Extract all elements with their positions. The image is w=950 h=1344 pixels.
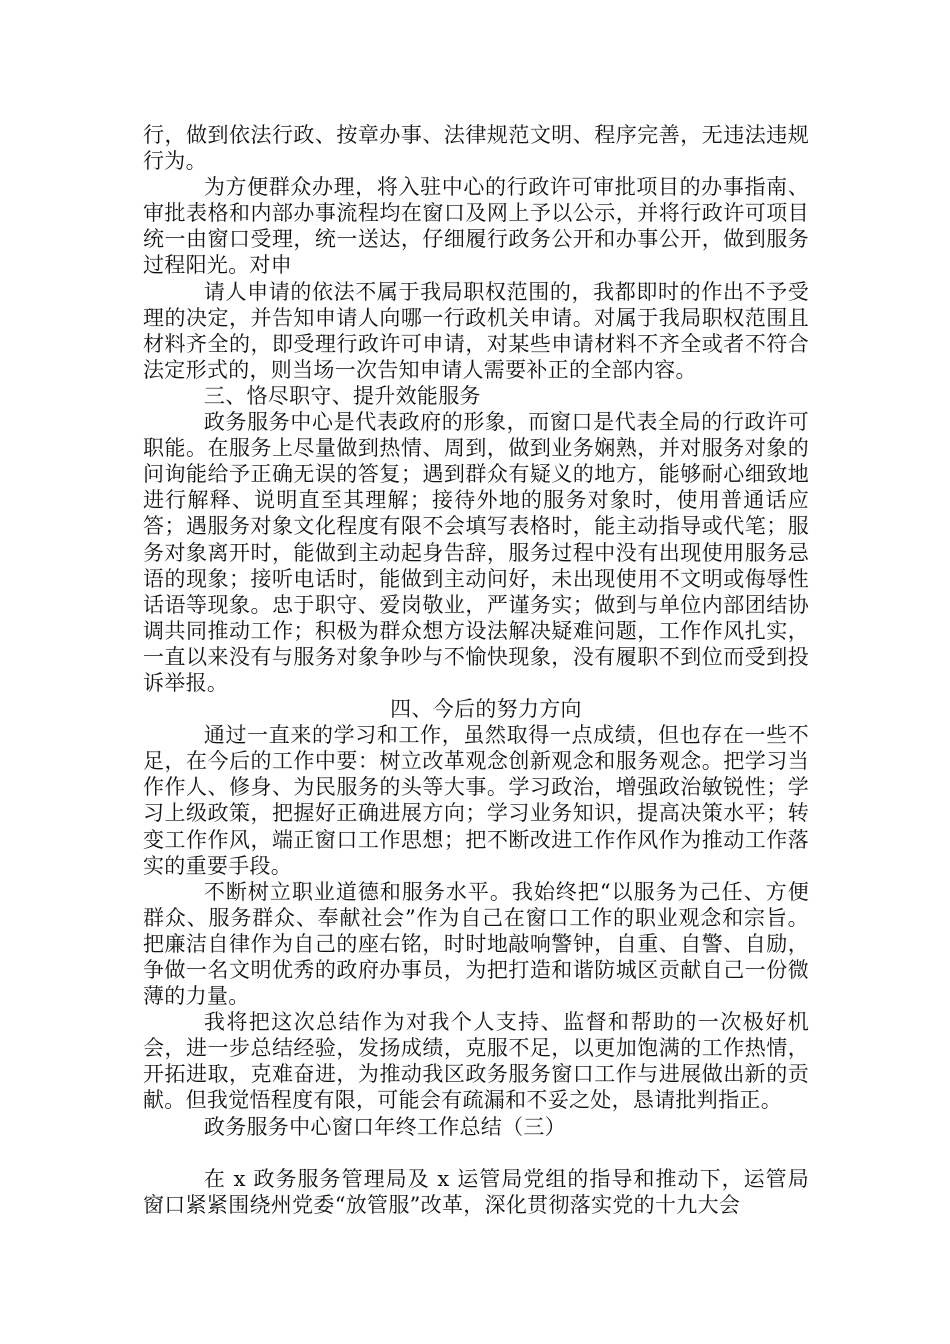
section-heading-3: 三、恪尽职守、提升效能服务 <box>203 383 481 408</box>
document-body <box>143 122 809 1218</box>
paragraph-4: 政务服务中心是代表政府的形象，而窗口是代表全局的行政许可职能。在服务上尽量做到热情、周到，做到业务娴熟，并对服务对象的问询能给予正确无误的答复；遇到群众有疑义的地方，能够耐心细致地进行解释、说明直至其理解；接待外地的服务对象时，使用普通话应答；遇服务对象文化程度有限不会填写表格时，能主动指导或代笔；服务对象离开时，能做到主动起身告辞，服务过程中没有出现使用服务忌语的现象；接听电话时，能做到主动问好，未出现使用不文明或侮辱性话语等现象。忠于职守、爱岗敬业，严谨务实；做到与单位内部团结协调共同推动工作；积极为群众想方设法解决疑难问题，工作作风扎实，一直以来没有与服务对象争吵与不愉快现象，没有履职不到位而受到投诉举报。 <box>143 410 809 695</box>
paragraph-7: 我将把这次总结作为对我个人支持、监督和帮助的一次极好机会，进一步总结经验，发扬成绩，克服不足，以更加饱满的工作热情，开拓进取，克难奋进，为推动我区政务服务窗口工作与进展做出新的贡献。但我觉悟程度有限，可能会有疏漏和不妥之处，恳请批判指正。 <box>143 1010 809 1113</box>
document-subtitle: 政务服务中心窗口年终工作总结（三） <box>203 1114 566 1139</box>
paragraph-5: 通过一直来的学习和工作，虽然取得一点成绩，但也存在一些不足，在今后的工作中要：树立改革观念创新观念和服务观念。把学习当作作人、修身、为民服务的头等大事。学习政治，增强政治敏锐性；学习上级政策，把握好正确进展方向；学习业务知识，提高决策水平；转变工作作风，端正窗口工作思想；把不断改进工作作风作为推动工作落实的重要手段。 <box>143 723 809 878</box>
paragraph-1: 行，做到依法行政、按章办事、法律规范文明、程序完善，无违法违规行为。 <box>143 123 809 174</box>
paragraph-6: 不断树立职业道德和服务水平。我始终把“以服务为己任、方便群众、服务群众、奉献社会”作为自己在窗口工作的职业观念和宗旨。把廉洁自律作为自己的座右铭，时时地敲响警钟，自重、自警、自励，争做一名文明优秀的政府办事员，为把打造和谐防城区贡献自己一份微薄的力量。 <box>143 879 809 1009</box>
paragraph-3: 请人申请的依法不属于我局职权范围的，我都即时的作出不予受理的决定，并告知申请人向哪一行政机关申请。对属于我局职权范围且材料齐全的，即受理行政许可申请，对某些申请材料不齐全或者不符合法定形式的，则当场一次告知申请人需要补正的全部内容。 <box>143 279 809 382</box>
section-heading-4: 四、今后的努力方向 <box>390 697 582 722</box>
paragraph-8: 在 x 政务服务管理局及 x 运管局党组的指导和推动下，运管局窗口紧紧围绕州党委“放管服”改革，深化贯彻落实党的十九大会 <box>143 1166 809 1217</box>
blank-line <box>143 1140 809 1166</box>
paragraph-2: 为方便群众办理，将入驻中心的行政许可审批项目的办事指南、审批表格和内部办事流程均在窗口及网上予以公示，并将行政许可项目统一由窗口受理，统一送达，仔细履行政务公开和办事公开，做到服务过程阳光。对申 <box>143 175 809 278</box>
